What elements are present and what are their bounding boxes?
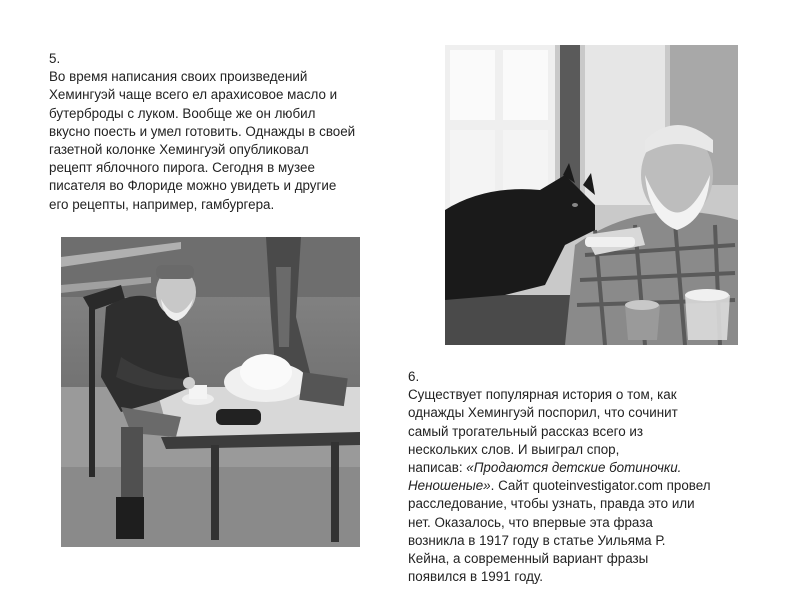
section-6-line: возникла в 1917 году в статье Уильяма Р. xyxy=(408,532,666,548)
section-6-line: появился в 1991 году. xyxy=(408,569,543,585)
story-quote-end: Неношеные» xyxy=(408,478,491,494)
section-5-number: 5. xyxy=(49,51,61,66)
section-6-line: Кейна, а современный вариант фразы xyxy=(408,551,649,567)
section-5-line: писателя во Флориде можно увидеть и другие xyxy=(49,178,337,194)
section-6-text xyxy=(408,368,711,586)
section-6-number: 6. xyxy=(408,369,420,384)
section-5-line: бутерброды с луком. Вообще же он любил xyxy=(49,105,316,121)
section-6-line: нескольких слов. И выиграл спор, xyxy=(408,441,620,457)
story-quote: «Продаются детские ботиночки. xyxy=(466,460,682,476)
section-6-line: самый трогательный рассказ всего из xyxy=(408,423,644,439)
section-5-line: Во время написания своих произведений xyxy=(49,69,308,85)
photo-hemingway-writing-at-table-icon xyxy=(61,237,360,547)
section-5-line: вкусно поесть и умел готовить. Однажды в своей xyxy=(49,123,356,139)
section-5-line: газетной колонке Хемингуэй опубликовал xyxy=(49,142,309,158)
section-6-line xyxy=(408,459,711,477)
section-5-line: рецепт яблочного пирога. Сегодня в музее xyxy=(49,160,315,176)
section-6-line: однажды Хемингуэй поспорил, что сочинит xyxy=(408,405,678,421)
section-6-line: расследование, чтобы узнать, правда это или xyxy=(408,496,695,512)
section-6-line: Существует популярная история о том, как xyxy=(408,387,677,403)
section-5-text xyxy=(49,50,355,214)
section-6-line xyxy=(408,477,711,495)
photo-hemingway-writing xyxy=(61,237,360,547)
photo-hemingway-with-cat-icon xyxy=(445,45,738,345)
section-6-text-suffix: . Сайт quoteinvestigator.com провел xyxy=(490,478,711,494)
photo-hemingway-cat xyxy=(445,45,738,345)
section-6-text-prefix: написав: xyxy=(408,460,467,476)
section-6-line: нет. Оказалось, что впервые эта фраза xyxy=(408,514,653,530)
section-5-line: его рецепты, например, гамбургера. xyxy=(49,196,275,212)
section-5-line: Хемингуэй чаще всего ел арахисовое масло и xyxy=(49,87,338,103)
